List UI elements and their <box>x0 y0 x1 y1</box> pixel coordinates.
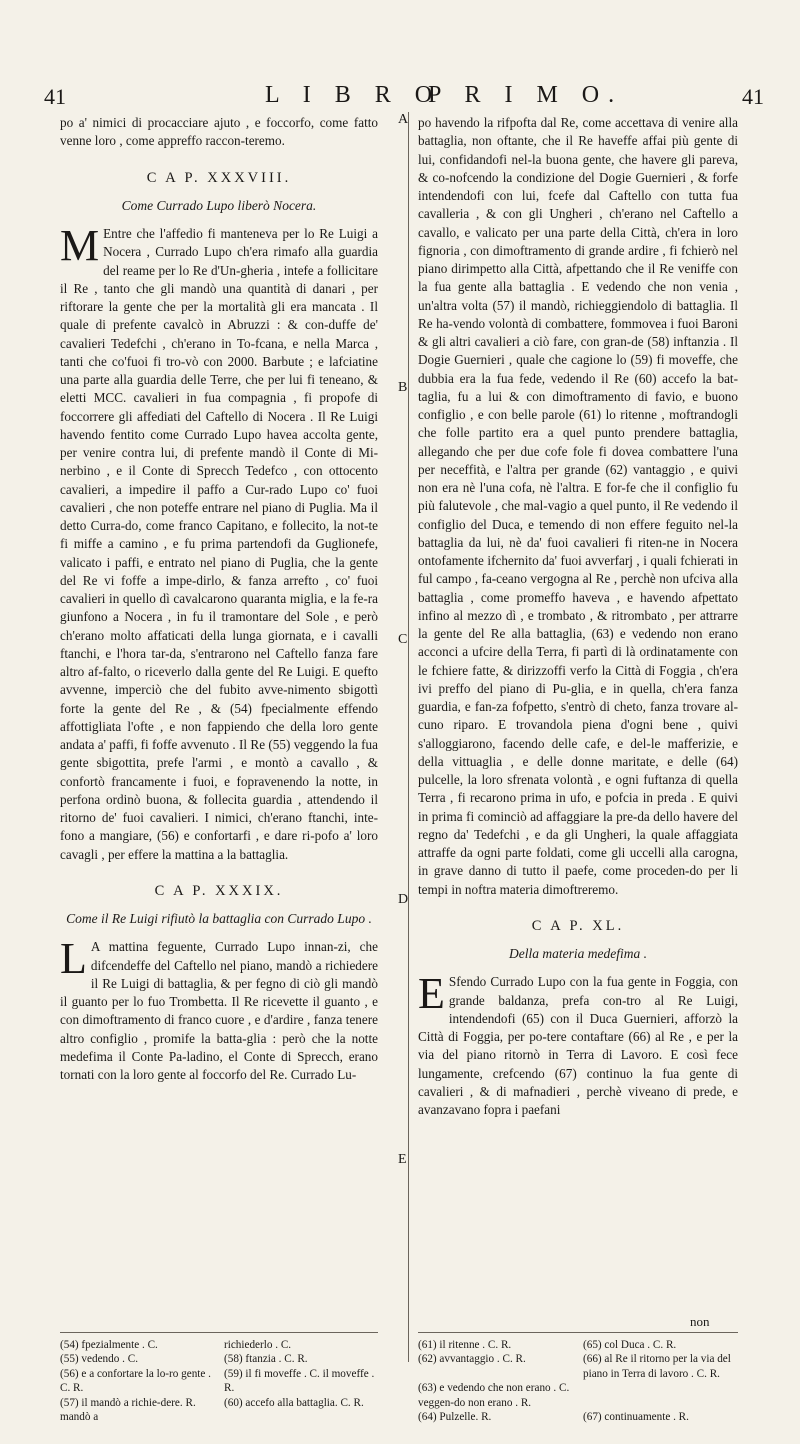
right-paragraph: po havendo la rifpofta dal Re, come accettava di venire alla battaglia, non oftante, che il Re haveffe affai più gente di lui, confidandofi nel-la buona gente, che havere gli pareva, & co-nofcendo la condizione del Dogie Guernieri , & forfe intendendofi con lui, fcefe dal Caftello con tutta fua cavalleria , & con gli Ungheri , ch'erano nel Caftello a cavallo, e valicato per una parte della Città, ch'era in loro fignoria , con dimoftramento di grande ardire , fi fchierò nel piano dirimpetto alla Città, afpettando che il Re veniffe con la fua gente alla battaglia . E vedendo che non venia , un'altra volta (57) il mandò, richieggiendolo di battaglia. Il Re ha-vendo volontà di combattere, fommovea i fuoi Baroni & gli altri cavalieri a ciò fare, con gran-de (58) inftanzia . Il Dogie Guernieri , quale che cagione lo (59) fi moveffe, che dubbia era la fua fede, vedendo il Re (60) accefo la bat-taglia, fu a lui & con dimoftramento di favio, e buono configlio , e con belle parole (61) lo ritenne , moftrandogli che folle partito era a quel punto prendere battaglia, allegando che per due cofe fole fi dovea combattere l'una per neceffità, e l'altra per grande (62) vantaggio , e quivi non era nè l'una cofa, nè l'altra. E for-fe che il configlio fu più falutevole , che mal-vagio a quel punto, il Re vedendo il configlio del Duca, e temendo di non effere feguito nel-la battaglia da lui, nè da' fuoi cavalieri fi riten-ne in Nocera ontofamente ifchernito da' fuoi avverfarj , i quali fchierati in ful campo , fa-ceano vergogna al Re , perchè non ufciva alla battaglia , come promeffo haveva , e havendo afpettato infino al mezzo dì , e trombato , & ritrombato , per attrarre la gente del Re alla battaglia, (63) e vedendo non erano acconci a ufcire della Terra, fi partì di là ordinatamente con le fchiere fatte, & dirizzoffi verfo la Città di Foggia , ch'era ivi preffo del piano di Pu-glia, e in quella, ch'era fanza guardia, e fan-za fofpetto, s'entrò di cheto, fanza trovare al-cuno riparo. E trovandola piena d'ogni bene , quivi s'alloggiarono, facendo delle cafe, e del-le mafferizie, e della vittuaglia , e delle donne maritate, e delle (64) pulcelle, la loro sfrenata volontà , e ogni fuftanza di quella Terra , fi recarono prima in ufo, e pofcia in preda . E quivi in prima fi cominciò ad affaggiare la pre-da dello havere del regno da' Tedefchi , e da gli Ungheri, la quale affaggiata attraffe da ogni parte foldati, come gli uccelli alla carogna, in grave danno di tutto il paefe, come proceden-do per li tempi in noftra materia dimoftreremo. <box>418 115 738 897</box>
footnote: (57) il mandò a richie-dere. R. mandò a <box>60 1396 196 1424</box>
chapter-40-title: C A P. XL. <box>531 917 625 934</box>
chapter-39-body <box>60 934 378 1084</box>
footnote: (58) ftanzia . C. R. <box>224 1353 308 1366</box>
margin-letter: B <box>398 380 408 395</box>
footnote: (65) col Duca . C. R. <box>583 1339 677 1351</box>
footnote-rule-left <box>60 1332 378 1333</box>
chapter-38-title: C A P. XXXVIII. <box>146 169 292 186</box>
chapter-38-body <box>60 221 378 864</box>
chapter-40-text: Sfendo Currado Lupo con la fua gente in Foggia, con grande baldanza, prefa con-tro al Re Luigi, intendendofi (65) con il Duca Guernieri, afforzò la Città di Foggia, per po-tere contaftare (66) al Re , e per la via del piano ritornò in Terra di Lavoro. E così fece lungamente, crefcendo (67) continuo la fua gente di cavalieri , & di mafnadieri , perchè viveano di prede, e avanzavano fopra i paefani <box>418 974 738 1117</box>
footnote: (60) accefo alla battaglia. C. R. <box>224 1396 364 1409</box>
footnote: (55) vedendo . C. <box>60 1353 138 1366</box>
footnote: (66) al Re il ritorno per la via del piano in Terra di lavoro . C. R. <box>583 1353 731 1380</box>
chapter-38-text: Entre che l'affedio fi manteneva per lo Re Luigi a Nocera , Currado Lupo ch'era rimafo alla guardia del reame per lo Re d'Un-gheria , intefe a follicitare il Re , tanto che gli mandò una quantità di danari , per riftorare la gente che per la mortalità gli era mancata . Il quale di prefente cavalcò in Abruzzi : & con-duffe de' cavalieri Tedefchi , ch'erano in To-fcana, e nella Marca , tanti che co'fuoi fi tro-vò con 2000. Barbute ; e lafciatine una parte alla guardia delle Terre, che per lui fi teneano, & eletti MCC. cavalieri in fua compagnia , fi propofe di foccorrere gli affediati del Caftello di Nocera . Il Re Luigi havendo fentito come Currado Lupo havea accolta gente, per venire contra lui, di prefente mandò il Conte di Mi-nerbino , e il Conte di Sprecch Tedefco , con ottocento cavalieri, a impedire il paffo a Cur-rado Lupo co' fuoi cavalieri , che non poteffe entrare nel piano di Puglia. Ma il detto Curra-do, come franco Capitano, e follecito, la not-te fi miffe a camino , e fu prima partendofi da Guglionefe, valicato i paffi, e entrato nel piano di Puglia, che la gente del Re vi foffe a impe-dirlo, & fanza arrefto , co' fuoi cavalieri in quello dì cavalcarono quaranta miglia, e la fe-ra giunfono a Nocera , in fu il tramontare del Sole , e però ch'erano molto affaticati della lunga giornata, e i cavalli ftanchi, e l'hora tar-da, s'entrarono nel Caftello fanza fare altro af-falto, o riceverlo dalla gente del Re Luigi. E quefto avvenne, imperciò che del fubito avve-nimento sbigottì forte la gente del Re , & (54) fpecialmente effendo affottigliata l'ofte , e non fappiendo che della loro gente andata a' paffi, fi foffe avvenuto . Il Re (55) veggendo la fua gente sbigottita, prefe l'armi , e montò a cavallo , & confortò francamente i fuoi, e fopravenendo la notte, in perfona ordinò buona, & follecita guardia , attendendo il ritorno de' fuoi cavalieri. I nimici, ch'erano ftanchi, inte-fono a mangiare, (56) e confortarfi , e dare ri-pofo a' loro cavagli , per effere la mattina a la battaglia. <box>60 226 378 862</box>
footnote: (56) e a confortare la lo-ro gente . C. R. <box>60 1367 211 1395</box>
right-column <box>418 114 738 1119</box>
footnotes-left <box>60 1338 378 1424</box>
left-column <box>60 114 378 1084</box>
intro-paragraph: po a' nimici di procacciare ajuto , e foccorfo, come fatto venne loro , come appreffo raccon-teremo. <box>60 115 378 149</box>
footnote: richiederlo . C. <box>224 1339 292 1351</box>
footnote: (54) fpezialmente . C. <box>60 1339 158 1351</box>
chapter-40-body <box>418 969 738 1119</box>
drop-initial: M <box>60 221 100 270</box>
drop-initial: E <box>418 969 445 1019</box>
chapter-39-text: A mattina feguente, Currado Lupo innan-zi, che difcendeffe del Caftello nel piano, mandò a richiedere il Re Luigi di battaglia, & per fegno di ciò gli mandò il guanto per lo fuo Trombetta. Il Re ricevette il guanto , e con dimoftramento di franco cuore , e d'ardire , fanza tenere altro configlio , promife la batta-glia : però che la notte medefima il Conte Pa-ladino, el Conte di Sprecch, erano tornati con la loro gente al foccorfo del Re. Currado Lu- <box>60 939 378 1082</box>
chapter-38-subtitle: Come Currado Lupo liberò Nocera. <box>121 197 317 213</box>
page-number-left: 41 <box>44 84 66 109</box>
footnote: (67) continuamente . R. <box>583 1411 689 1424</box>
footnote: (61) il ritenne . C. R. <box>418 1339 512 1351</box>
footnote: (63) e vedendo che non erano . C. veggen-do non erano . R. <box>418 1382 570 1409</box>
catchword: non <box>690 1314 710 1329</box>
margin-letter: A <box>398 112 409 127</box>
chapter-39-title: C A P. XXXIX. <box>154 882 284 899</box>
page-number-right: 41 <box>742 84 764 109</box>
footnote: (64) Pulzelle. R. <box>418 1411 492 1424</box>
footnote: (59) il fi moveffe . C. il moveffe . R. <box>224 1367 375 1395</box>
drop-initial: L <box>60 934 87 984</box>
running-header <box>30 82 770 112</box>
footnotes-right <box>418 1338 738 1424</box>
margin-letter: C <box>398 632 408 647</box>
running-title-right: P R I M O. <box>428 82 624 108</box>
footnote <box>583 1381 738 1410</box>
column-divider <box>408 112 409 1362</box>
chapter-40-subtitle: Della materia medefima . <box>509 946 647 961</box>
footnote: (62) avvantaggio . C. R. <box>418 1353 526 1366</box>
margin-letter: E <box>398 1152 407 1167</box>
running-title-left: L I B R O <box>265 82 442 108</box>
footnote-rule-right <box>418 1332 738 1333</box>
margin-letter: D <box>398 892 409 907</box>
chapter-39-subtitle: Come il Re Luigi rifiutò la battaglia con Currado Lupo . <box>66 911 372 926</box>
